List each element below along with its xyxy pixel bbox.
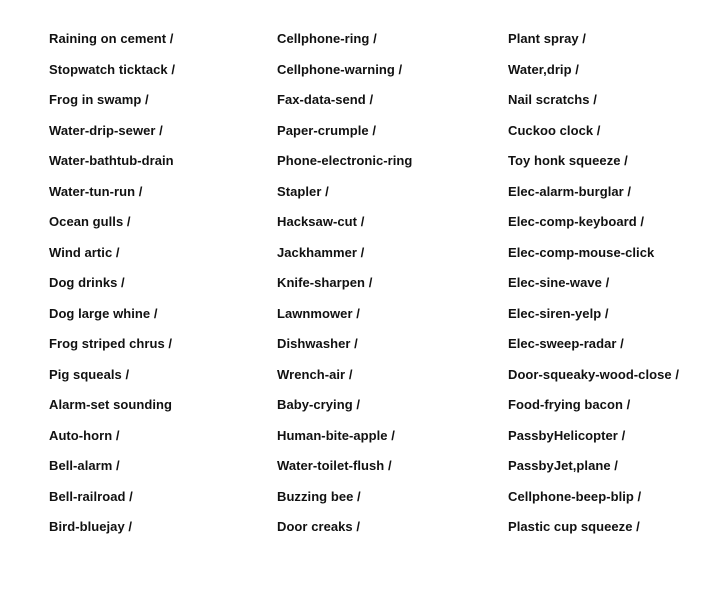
list-item: Dishwasher / (277, 336, 358, 351)
list-item: Hacksaw-cut / (277, 214, 365, 229)
list-item: Cellphone-warning / (277, 61, 403, 77)
list-item: Cuckoo clock / (508, 122, 601, 138)
list-item: Pig squeals / (49, 366, 130, 382)
list-item: Elec-comp-keyboard / (508, 214, 645, 229)
list-item: Elec-sweep-radar / (508, 336, 624, 351)
list-item: Wrench-air / (277, 366, 353, 382)
list-item: Stopwatch ticktack / (49, 61, 175, 77)
list-item: Raining on cement / (49, 31, 174, 46)
list-item: Water-tun-run / (49, 183, 143, 199)
list-item: Paper-crumple / (277, 122, 377, 138)
list-item: Dog drinks / (49, 275, 125, 290)
list-item: Cellphone-beep-blip / (508, 488, 642, 504)
list-item: Water-drip-sewer / (49, 122, 163, 138)
list-item: Bell-railroad / (49, 488, 133, 504)
list-item: Elec-sine-wave / (508, 275, 610, 290)
list-item: Frog in swamp / (49, 92, 149, 107)
list-item: Nail scratchs / (508, 92, 597, 107)
list-item: Frog striped chrus / (49, 336, 173, 351)
list-item: Human-bite-apple / (277, 427, 395, 443)
list-item: Door creaks / (277, 519, 361, 534)
list-item: Lawnmower / (277, 305, 360, 321)
list-item: PassbyHelicopter / (508, 427, 626, 443)
sound-list-column-1 (49, 29, 175, 548)
list-item: Water,drip / (508, 61, 579, 77)
list-item: Knife-sharpen / (277, 275, 373, 290)
list-item: Elec-comp-mouse-click (508, 244, 655, 260)
list-item: Auto-horn / (49, 427, 120, 443)
list-item: Wind artic / (49, 244, 120, 260)
list-item: Cellphone-ring / (277, 31, 377, 46)
list-item: Food-frying bacon / (508, 397, 631, 412)
list-item: Ocean gulls / (49, 214, 131, 229)
list-item: Water-bathtub-drain (49, 153, 174, 168)
list-item: Jackhammer / (277, 244, 365, 260)
list-item: Toy honk squeeze / (508, 153, 628, 168)
list-item: Baby-crying / (277, 397, 361, 412)
list-item: Buzzing bee / (277, 488, 361, 504)
list-item: Plastic cup squeeze / (508, 519, 640, 534)
list-item: Plant spray / (508, 31, 586, 46)
list-item: Dog large whine / (49, 305, 158, 321)
list-item: Fax-data-send / (277, 92, 374, 107)
list-item: Elec-siren-yelp / (508, 305, 609, 321)
list-item: Alarm-set sounding (49, 397, 172, 412)
list-item: Bird-bluejay / (49, 519, 133, 534)
sound-list-column-2 (277, 29, 412, 548)
list-item: Door-squeaky-wood-close / (508, 366, 679, 382)
list-item: PassbyJet,plane / (508, 458, 618, 473)
list-item: Phone-electronic-ring (277, 153, 413, 168)
sound-list-column-3 (508, 29, 679, 548)
list-item: Bell-alarm / (49, 458, 120, 473)
list-item: Stapler / (277, 183, 329, 199)
list-item: Water-toilet-flush / (277, 458, 392, 473)
list-item: Elec-alarm-burglar / (508, 183, 632, 199)
